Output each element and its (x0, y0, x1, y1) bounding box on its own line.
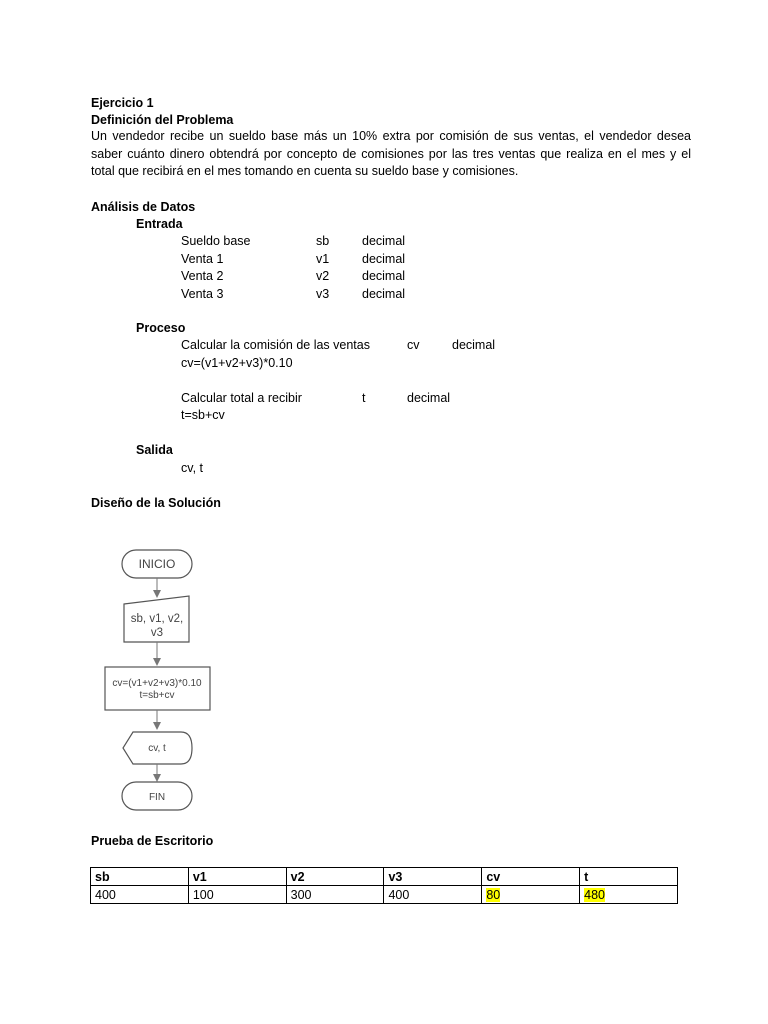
design-heading: Diseño de la Solución (91, 496, 221, 510)
process-step-type: decimal (407, 391, 451, 405)
process-heading: Proceso (136, 321, 186, 335)
table-cell: 400 (384, 886, 482, 904)
highlighted-value: 80 (486, 887, 501, 902)
process-step-formula: cv=(v1+v2+v3)*0.10 (181, 356, 293, 370)
input-name: Sueldo base (181, 234, 251, 248)
input-type: decimal (362, 269, 406, 283)
table-header-cell: sb (91, 868, 189, 886)
input-var: v3 (316, 287, 330, 301)
table-header-row (91, 868, 678, 886)
desk-test-table (90, 867, 678, 904)
table-cell (580, 886, 678, 904)
table-header-cell: cv (482, 868, 580, 886)
end-label: FIN (148, 792, 166, 803)
input-type: decimal (362, 252, 406, 266)
definition-heading: Definición del Problema (91, 113, 234, 127)
process-step-name: Calcular la comisión de las ventas (181, 338, 370, 352)
input-label-line2: v3 (150, 627, 164, 639)
process-step-type: decimal (452, 338, 496, 352)
input-name: Venta 1 (181, 252, 224, 266)
process-step-var: t (362, 391, 366, 405)
table-header-cell: v3 (384, 868, 482, 886)
input-var: v2 (316, 269, 330, 283)
input-name: Venta 2 (181, 269, 224, 283)
input-type: decimal (362, 234, 406, 248)
output-vars: cv, t (181, 461, 203, 475)
process-step-name: Calcular total a recibir (181, 391, 302, 405)
table-header-cell: v2 (286, 868, 384, 886)
highlighted-value: 480 (584, 887, 605, 902)
table-header-cell: t (580, 868, 678, 886)
process-step-formula: t=sb+cv (181, 408, 225, 422)
problem-statement: Un vendedor recibe un sueldo base más un 10% extra por comisión de sus ventas, el vendedor desea saber cuánto dinero obtendrá por concepto de comisiones por las tres ventas que realiza en el mes y el total que recibirá en el mes tomando en cuenta su sueldo base y comisiones. (91, 129, 691, 178)
desk-test-heading: Prueba de Escritorio (91, 834, 214, 848)
process-label-line2: t=sb+cv (139, 690, 175, 701)
input-var: v1 (316, 252, 330, 266)
table-cell: 300 (286, 886, 384, 904)
exercise-title: Ejercicio 1 (91, 96, 154, 110)
analysis-heading: Análisis de Datos (91, 200, 196, 214)
input-heading: Entrada (136, 217, 183, 231)
table-cell: 100 (188, 886, 286, 904)
table-cell: 400 (91, 886, 189, 904)
output-heading: Salida (136, 443, 173, 457)
input-type: decimal (362, 287, 406, 301)
start-label: INICIO (138, 557, 176, 571)
input-name: Venta 3 (181, 287, 224, 301)
process-step-var: cv (407, 338, 420, 352)
table-row (91, 886, 678, 904)
table-cell (482, 886, 580, 904)
input-label-line1: sb, v1, v2, (130, 613, 184, 625)
output-label: cv, t (148, 743, 166, 754)
flowchart (95, 530, 225, 830)
input-var: sb (316, 234, 330, 248)
table-header-cell: v1 (188, 868, 286, 886)
process-label-line1: cv=(v1+v2+v3)*0.10 (112, 678, 202, 689)
